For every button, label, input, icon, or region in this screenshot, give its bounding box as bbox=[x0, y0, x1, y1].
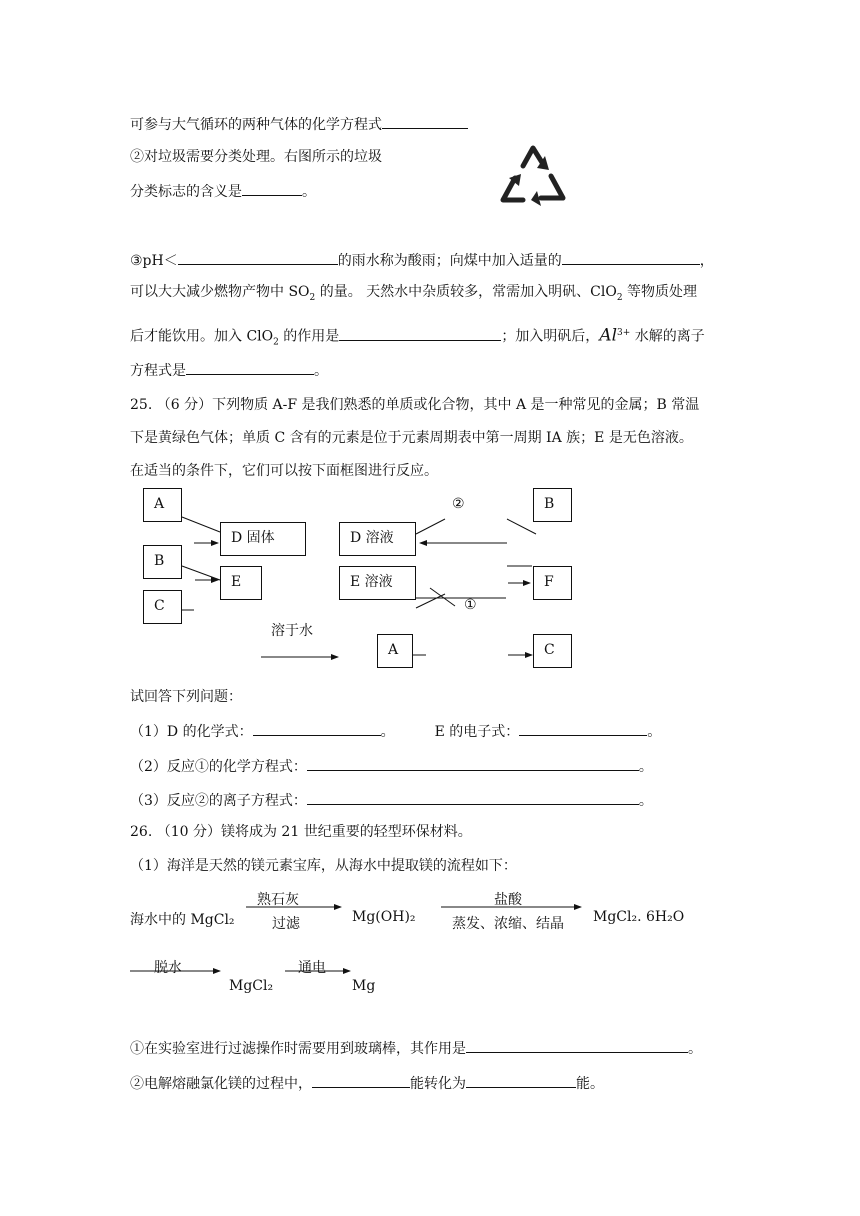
line-2: ②对垃圾需要分类处理。右图所示的垃圾 bbox=[130, 149, 382, 165]
sub: 2 bbox=[273, 337, 279, 348]
flow-step1-bottom: 过滤 bbox=[272, 916, 300, 932]
text: 的作用是 bbox=[278, 328, 340, 345]
flow-p1: Mg(OH)₂ bbox=[352, 909, 416, 925]
text: 。 bbox=[647, 724, 662, 740]
text: 分类标志的含义是 bbox=[130, 184, 242, 200]
text: 。 bbox=[638, 759, 653, 775]
reaction-2-mark: ② bbox=[452, 496, 465, 512]
text: ；加入明矾后， bbox=[501, 328, 600, 345]
text: 的雨水称为酸雨；向煤中加入适量的 bbox=[337, 253, 562, 269]
text: 方程式是 bbox=[130, 363, 186, 379]
reaction-1-mark: ① bbox=[464, 597, 477, 613]
box-a-bottom: A bbox=[377, 634, 413, 668]
box-f: F bbox=[533, 566, 572, 600]
box-b-right: B bbox=[533, 488, 572, 522]
flow-p3: MgCl₂ bbox=[229, 978, 274, 994]
blank bbox=[312, 1073, 410, 1088]
text: 水解的离子 bbox=[630, 328, 705, 345]
sub: 2 bbox=[616, 292, 623, 303]
box-b-left: B bbox=[143, 545, 182, 579]
text: ①在实验室进行过滤操作时需要用到玻璃棒，其作用是 bbox=[130, 1041, 466, 1057]
flow-step2-top: 盐酸 bbox=[494, 892, 522, 908]
box-e: E bbox=[220, 566, 262, 600]
q26-part-1: （1）海洋是天然的镁元素宝库，从海水中提取镁的流程如下： bbox=[130, 858, 517, 874]
text: （1）D 的化学式： bbox=[130, 724, 253, 740]
text: ②电解熔融氯化镁的过程中， bbox=[130, 1076, 312, 1092]
fill-2 bbox=[130, 1073, 604, 1093]
text: 的量。 天然水中杂质较多，常需加入明矾、ClO bbox=[315, 284, 617, 300]
text: 等物质处理 bbox=[622, 284, 698, 300]
q25-line-2: 下是黄绿色气体；单质 C 含有的元素是位于元素周期表中第一周期 IA 族；E 是无色溶液。 bbox=[130, 430, 693, 446]
flow-step4-top: 通电 bbox=[298, 960, 326, 976]
box-c-bottom: C bbox=[533, 634, 572, 668]
al-ion: Al bbox=[599, 325, 618, 346]
text: ③pH＜ bbox=[130, 253, 178, 269]
text: （2）反应①的化学方程式： bbox=[130, 759, 307, 775]
box-d-solid: D 固体 bbox=[220, 522, 306, 556]
text: 。 bbox=[380, 724, 395, 740]
answer-intro: 试回答下列问题： bbox=[130, 689, 242, 705]
sub: 2 bbox=[309, 292, 316, 303]
box-d-solution: D 溶液 bbox=[339, 522, 416, 556]
box-c-left: C bbox=[143, 590, 182, 624]
text: 。 bbox=[302, 184, 316, 200]
text: 。 bbox=[638, 793, 653, 809]
flow-step3-top: 脱水 bbox=[154, 960, 182, 976]
dissolve-label: 溶于水 bbox=[271, 623, 313, 639]
text: （3）反应②的离子方程式： bbox=[130, 793, 307, 809]
q26-title: 26. （10 分）镁将成为 21 世纪重要的轻型环保材料。 bbox=[130, 824, 472, 840]
text: 可以大大减少燃物产物中 SO bbox=[130, 284, 310, 300]
q25-line-1: 25. （6 分）下列物质 A-F 是我们熟悉的单质或化合物，其中 A 是一种常见的金属；B 常温 bbox=[130, 397, 700, 413]
text: E 的电子式： bbox=[434, 724, 520, 740]
flow-step2-bottom: 蒸发、浓缩、结晶 bbox=[452, 916, 564, 932]
flow-step1-top: 熟石灰 bbox=[257, 892, 299, 908]
q25-line-3: 在适当的条件下，它们可以按下面框图进行反应。 bbox=[130, 463, 438, 479]
text: 能转化为 bbox=[410, 1076, 466, 1092]
blank bbox=[466, 1073, 576, 1088]
fill-1 bbox=[130, 1038, 702, 1058]
text: 。 bbox=[314, 363, 328, 379]
box-a: A bbox=[143, 488, 182, 522]
flow-p2: MgCl₂. 6H₂O bbox=[593, 909, 685, 925]
sup: 3+ bbox=[617, 328, 631, 338]
text: 可参与大气循环的两种气体的化学方程式 bbox=[130, 117, 382, 133]
text: 能。 bbox=[576, 1076, 604, 1092]
text: 。 bbox=[688, 1041, 702, 1057]
flow-start: 海水中的 MgCl₂ bbox=[130, 912, 235, 928]
flow-p4: Mg bbox=[352, 978, 376, 994]
text: ， bbox=[699, 253, 714, 269]
text: 后才能饮用。加入 ClO bbox=[130, 328, 274, 345]
box-e-solution: E 溶液 bbox=[339, 566, 416, 600]
blank bbox=[466, 1038, 688, 1053]
